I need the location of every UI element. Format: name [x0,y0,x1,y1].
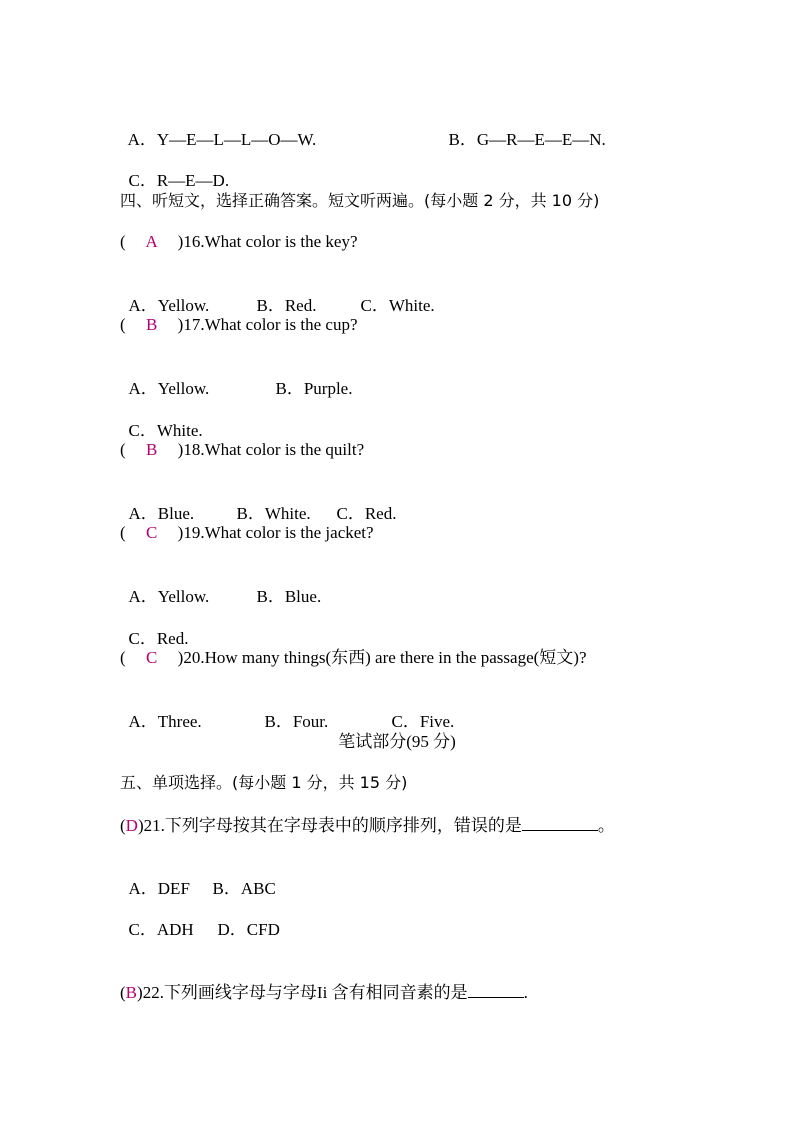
answer: C [146,523,158,542]
answer: D [125,816,138,835]
options-17b [120,398,203,442]
option: B．Red. [256,296,317,315]
options-19b [120,606,188,650]
answer-blank [468,981,524,998]
question-text: 22.下列画线字母与字母Ii 含有相同音素的是 [142,983,468,1002]
option-c: C．R—E—D. [128,171,230,190]
option: A．Yellow. [128,379,210,398]
options-16 [120,273,435,317]
option: A．DEF [128,879,190,898]
answer: C [146,648,158,667]
section-title: 四、听短文，选择正确答案。短文听两遍。(每小题 2 分，共 10 分) [120,191,600,210]
option: B．Blue. [256,587,322,606]
answer: B [146,315,158,334]
answer: A [145,232,158,251]
written-part-heading: 笔试部分(95 分) [338,732,456,751]
question-22: (B)22.下列画线字母与字母Ii 含有相同音素的是 . [120,983,528,1002]
option-line [440,107,606,151]
option-a: A．Y—E—L—L—O—W. [127,130,317,149]
option: B．ABC [212,879,276,898]
options-21b [120,897,280,941]
option: B．Four. [264,712,329,731]
option: B．Purple. [275,379,353,398]
option: C．White. [360,296,435,315]
question-text: )17.What color is the cup? [177,315,358,334]
option-b: B．G—R—E—E—N. [448,130,606,149]
question-text: )19.What color is the jacket? [177,523,374,542]
answer: B [146,440,158,459]
question-text: )16.What color is the key? [177,232,358,251]
options-19 [120,564,321,608]
option: A．Three. [128,712,202,731]
options-17 [120,356,352,400]
option: B．White. [236,504,311,523]
question-end: . [523,983,528,1002]
option: C．White. [128,421,203,440]
question-19: ( C )19.What color is the jacket? [120,523,374,542]
question-text: 21.下列字母按其在字母表中的顺序排列，错误的是 [143,816,522,835]
question-20: ( C )20.How many things(东西) are there in the passage(短文)? [120,648,587,667]
option: C．Red. [336,504,397,523]
answer-blank [522,814,598,831]
option: C．ADH [128,920,194,939]
question-17: ( B )17.What color is the cup? [120,315,358,334]
option: A．Yellow. [128,587,210,606]
option: A．Yellow. [128,296,210,315]
question-21: (D)21.下列字母按其在字母表中的顺序排列，错误的是 。 [120,816,615,835]
options-20 [120,689,454,733]
question-text: )20.How many things(东西) are there in the passage(短文)? [177,648,587,667]
option-line [120,148,229,192]
answer: B [125,983,138,1002]
option: C．Red. [128,629,189,648]
option: C．Five. [391,712,455,731]
question-18: ( B )18.What color is the quilt? [120,440,365,459]
question-text: )18.What color is the quilt? [177,440,365,459]
section-title: 五、单项选择。(每小题 1 分，共 15 分) [120,773,408,792]
options-21 [120,856,276,900]
option: D．CFD [217,920,280,939]
question-16: ( A )16.What color is the key? [120,232,358,251]
options-18 [120,481,396,525]
option-line [120,107,316,151]
question-end: 。 [597,816,615,835]
option: A．Blue. [128,504,195,523]
